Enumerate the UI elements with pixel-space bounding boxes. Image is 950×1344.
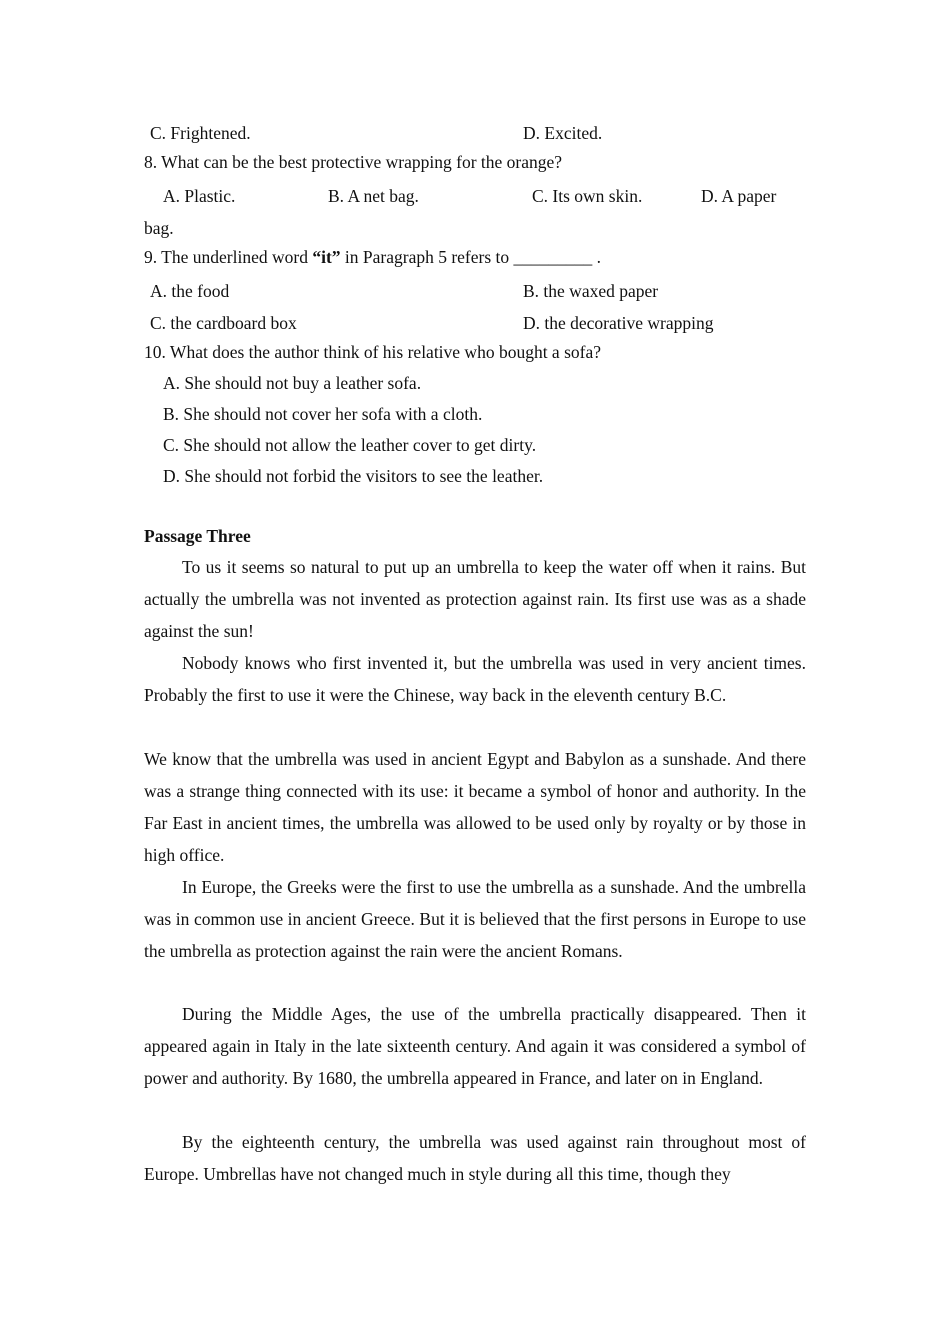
passage-paragraph-6: By the eighteenth century, the umbrella was used against rain throughout most of Europe. Umbrellas have not changed much in style during all this time, though they (144, 1132, 806, 1184)
q9-option-b: B. the waxed paper (523, 281, 659, 301)
q9-option-a: A. the food (150, 281, 230, 301)
q7-option-d: D. Excited. (523, 123, 603, 143)
q9-option-d: D. the decorative wrapping (523, 313, 714, 333)
q10-option-b: B. She should not cover her sofa with a cloth. (163, 404, 483, 424)
passage-paragraph-3: We know that the umbrella was used in ancient Egypt and Babylon as a sunshade. And there was a strange thing connected with its use: it became a symbol of honor and authority. In the Far East in ancient times, the umbrella was allowed to be used only by royalty or by those in high office. (144, 749, 806, 865)
q8-option-d: D. A paper (701, 186, 777, 206)
passage-paragraph-4: In Europe, the Greeks were the first to use the umbrella as a sunshade. And the umbrella was in common use in ancient Greece. But it is believed that the first persons in Europe to use the umbrella as protection against the rain were the ancient Romans. (144, 877, 806, 961)
q8-option-d-continued: bag. (144, 218, 174, 238)
passage-paragraph-1: To us it seems so natural to put up an umbrella to keep the water off when it rains. But actually the umbrella was not invented as protection against rain. Its first use was as a shade against the sun! (144, 557, 806, 641)
q8-option-a: A. Plastic. (163, 186, 236, 206)
q10-option-c: C. She should not allow the leather cover to get dirty. (163, 435, 537, 455)
q9-question-after: in Paragraph 5 refers to _________ . (340, 247, 602, 267)
passage-paragraph-5: During the Middle Ages, the use of the umbrella practically disappeared. Then it appeared again in Italy in the late sixteenth century. And again it was considered a symbol of power and authority. By 1680, the umbrella appeared in France, and later on in England. (144, 1004, 806, 1088)
q8-option-b: B. A net bag. (328, 186, 419, 206)
q8-question: 8. What can be the best protective wrapping for the orange? (144, 152, 563, 172)
q9-question-before: 9. The underlined word (144, 247, 313, 267)
q8-option-c: C. Its own skin. (532, 186, 643, 206)
q10-question: 10. What does the author think of his relative who bought a sofa? (144, 342, 601, 362)
q9-question (144, 246, 601, 268)
q7-option-c: C. Frightened. (150, 123, 251, 143)
passage-title: Passage Three (144, 526, 251, 546)
q9-option-c: C. the cardboard box (150, 313, 297, 333)
q9-question-keyword: “it” (312, 247, 341, 267)
q10-option-d: D. She should not forbid the visitors to see the leather. (163, 466, 544, 486)
q10-option-a: A. She should not buy a leather sofa. (163, 373, 422, 393)
passage-paragraph-2: Nobody knows who first invented it, but the umbrella was used in very ancient times. Probably the first to use it were the Chinese, way back in the eleventh century B.C. (144, 653, 806, 705)
